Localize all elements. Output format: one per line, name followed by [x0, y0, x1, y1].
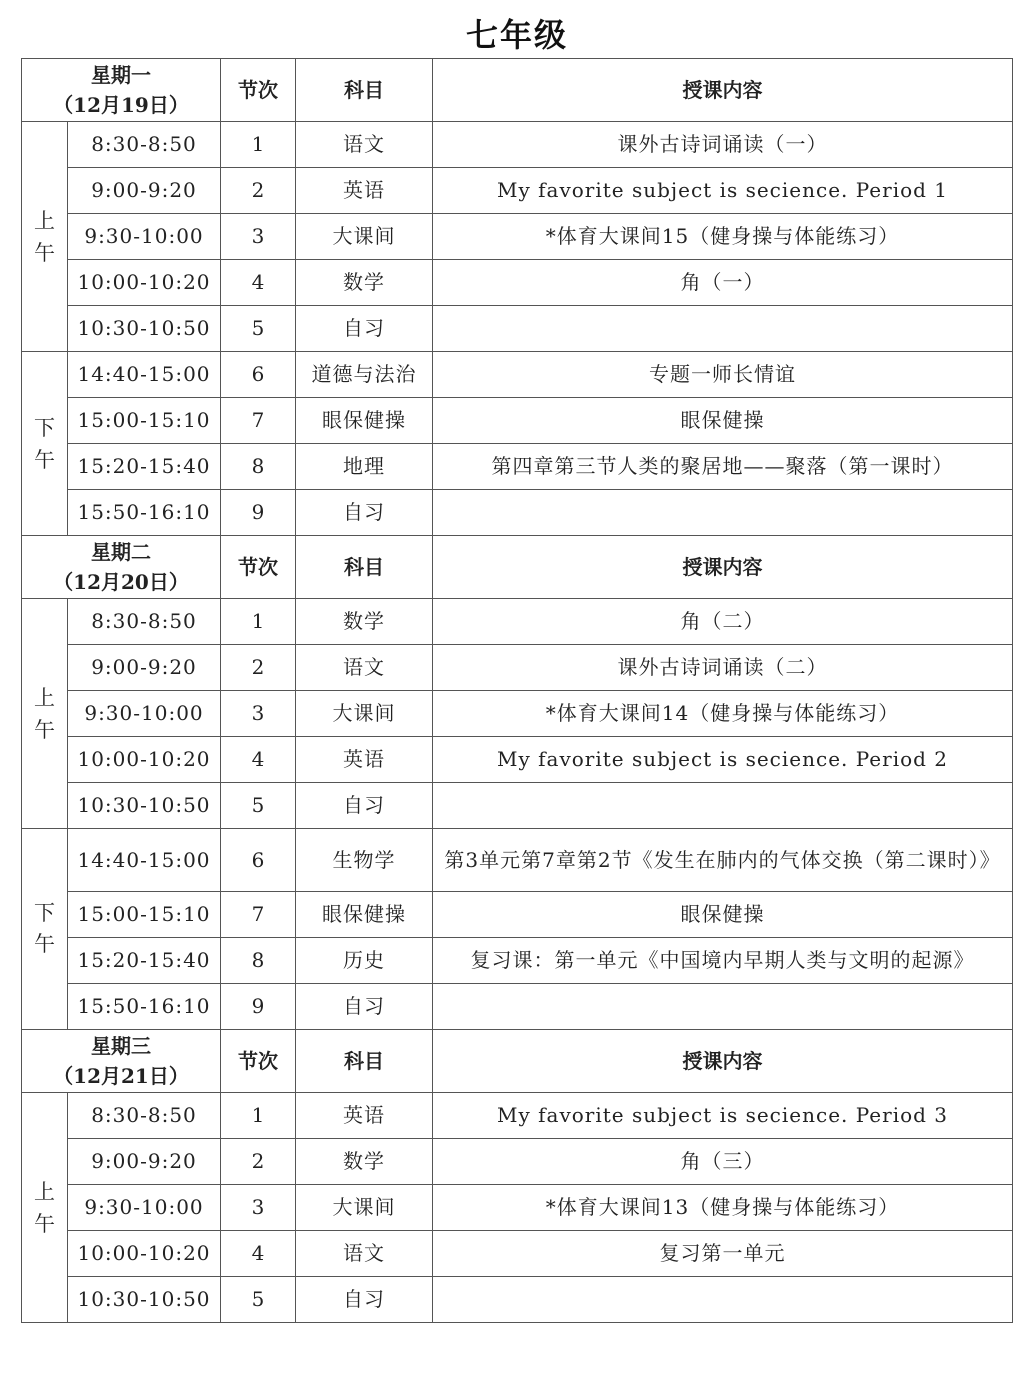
time-cell: 8:30-8:50 [68, 122, 221, 168]
subject-cell: 英语 [296, 168, 433, 214]
table-row [22, 1185, 1013, 1231]
table-row [22, 1231, 1013, 1277]
content-cell: 课外古诗词诵读（二） [433, 645, 1013, 691]
afternoon-label [22, 352, 68, 536]
content-cell: 第3单元第7章第2节《发生在肺内的气体交换（第二课时）》 [433, 829, 1013, 892]
half-char: 午 [34, 932, 55, 956]
morning-label [22, 122, 68, 352]
half-char: 上 [34, 1179, 55, 1204]
subject-cell: 自习 [296, 984, 433, 1030]
time-cell: 10:00-10:20 [68, 1231, 221, 1277]
time-cell: 10:30-10:50 [68, 306, 221, 352]
time-cell: 15:00-15:10 [68, 398, 221, 444]
subject-cell: 自习 [296, 306, 433, 352]
period-number: 4 [221, 260, 296, 306]
period-number: 3 [221, 214, 296, 260]
half-char: 午 [34, 447, 55, 472]
content-cell: 复习课：第一单元《中国境内早期人类与文明的起源》 [433, 938, 1013, 984]
time-cell: 8:30-8:50 [68, 1093, 221, 1139]
time-cell: 9:00-9:20 [68, 168, 221, 214]
subject-header: 科目 [296, 59, 433, 122]
time-cell: 10:00-10:20 [68, 737, 221, 783]
period-number: 5 [221, 1277, 296, 1323]
period-number: 1 [221, 1093, 296, 1139]
period-number: 2 [221, 645, 296, 691]
table-row [22, 645, 1013, 691]
content-cell [433, 1277, 1013, 1323]
content-header: 授课内容 [433, 536, 1013, 599]
time-cell: 14:40-15:00 [68, 352, 221, 398]
subject-cell: 自习 [296, 490, 433, 536]
period-number: 7 [221, 892, 296, 938]
time-cell: 15:50-16:10 [68, 984, 221, 1030]
table-row [22, 1277, 1013, 1323]
period-number: 6 [221, 352, 296, 398]
time-cell: 10:30-10:50 [68, 783, 221, 829]
schedule-body [22, 59, 1013, 1323]
period-number: 9 [221, 490, 296, 536]
content-cell: 专题一师长情谊 [433, 352, 1013, 398]
content-cell: 眼保健操 [433, 892, 1013, 938]
time-cell: 9:00-9:20 [68, 1139, 221, 1185]
half-char: 午 [34, 717, 55, 742]
content-cell: My favorite subject is secience. Period 2 [433, 737, 1013, 783]
day-date-cell [22, 59, 221, 122]
content-cell: *体育大课间13（健身操与体能练习） [433, 1185, 1013, 1231]
table-row [22, 214, 1013, 260]
content-header: 授课内容 [433, 59, 1013, 122]
subject-cell: 数学 [296, 599, 433, 645]
time-cell: 8:30-8:50 [68, 599, 221, 645]
subject-cell: 眼保健操 [296, 398, 433, 444]
content-cell: 课外古诗词诵读（一） [433, 122, 1013, 168]
content-cell: *体育大课间14（健身操与体能练习） [433, 691, 1013, 737]
subject-cell: 大课间 [296, 691, 433, 737]
period-number: 5 [221, 306, 296, 352]
time-cell: 15:50-16:10 [68, 490, 221, 536]
period-number: 8 [221, 938, 296, 984]
content-cell [433, 490, 1013, 536]
subject-cell: 语文 [296, 1231, 433, 1277]
subject-cell: 英语 [296, 737, 433, 783]
time-cell: 10:30-10:50 [68, 1277, 221, 1323]
morning-label [22, 1093, 68, 1323]
table-row [22, 260, 1013, 306]
table-row [22, 691, 1013, 737]
period-number: 3 [221, 1185, 296, 1231]
content-cell: 复习第一单元 [433, 1231, 1013, 1277]
half-char: 午 [34, 240, 55, 265]
subject-cell: 语文 [296, 122, 433, 168]
day-label: 星期一 [91, 63, 151, 87]
table-row [22, 829, 1013, 892]
content-cell: 角（一） [433, 260, 1013, 306]
table-row [22, 984, 1013, 1030]
day-header-row [22, 1030, 1013, 1093]
day-header-row [22, 59, 1013, 122]
period-header: 节次 [221, 1030, 296, 1093]
time-cell: 9:30-10:00 [68, 691, 221, 737]
page-title: 七年级 [465, 16, 568, 54]
subject-cell: 大课间 [296, 1185, 433, 1231]
table-row [22, 398, 1013, 444]
table-row [22, 352, 1013, 398]
morning-label [22, 599, 68, 829]
time-cell: 15:20-15:40 [68, 938, 221, 984]
schedule-table [21, 58, 1013, 1323]
period-number: 4 [221, 737, 296, 783]
period-number: 4 [221, 1231, 296, 1277]
day-label: 星期二 [91, 540, 151, 564]
table-row [22, 168, 1013, 214]
content-header: 授课内容 [433, 1030, 1013, 1093]
half-char: 下 [34, 901, 55, 925]
table-row [22, 1093, 1013, 1139]
period-header: 节次 [221, 536, 296, 599]
subject-cell: 自习 [296, 1277, 433, 1323]
subject-cell: 英语 [296, 1093, 433, 1139]
content-cell: 角（二） [433, 599, 1013, 645]
subject-cell: 语文 [296, 645, 433, 691]
period-number: 2 [221, 1139, 296, 1185]
table-row [22, 306, 1013, 352]
period-number: 6 [221, 829, 296, 892]
content-cell [433, 306, 1013, 352]
content-cell: 眼保健操 [433, 398, 1013, 444]
period-number: 9 [221, 984, 296, 1030]
table-row [22, 938, 1013, 984]
day-header-row [22, 536, 1013, 599]
time-cell: 15:00-15:10 [68, 892, 221, 938]
subject-cell: 历史 [296, 938, 433, 984]
date-label: （12月21日） [53, 1064, 189, 1088]
table-row [22, 1139, 1013, 1185]
subject-cell: 大课间 [296, 214, 433, 260]
subject-cell: 生物学 [296, 829, 433, 892]
period-number: 1 [221, 599, 296, 645]
table-row [22, 444, 1013, 490]
subject-cell: 数学 [296, 1139, 433, 1185]
subject-cell: 地理 [296, 444, 433, 490]
half-char: 下 [34, 415, 55, 440]
period-number: 8 [221, 444, 296, 490]
day-date-cell [22, 536, 221, 599]
time-cell: 14:40-15:00 [68, 829, 221, 892]
table-row [22, 599, 1013, 645]
period-number: 5 [221, 783, 296, 829]
half-char: 上 [34, 208, 55, 233]
subject-cell: 眼保健操 [296, 892, 433, 938]
day-date-cell [22, 1030, 221, 1093]
half-char: 午 [34, 1211, 55, 1236]
time-cell: 9:30-10:00 [68, 214, 221, 260]
half-char: 上 [34, 685, 55, 710]
subject-cell: 数学 [296, 260, 433, 306]
content-cell: My favorite subject is secience. Period 3 [433, 1093, 1013, 1139]
table-row [22, 783, 1013, 829]
afternoon-label [22, 829, 68, 1030]
time-cell: 10:00-10:20 [68, 260, 221, 306]
content-cell: 第四章第三节人类的聚居地——聚落（第一课时） [433, 444, 1013, 490]
content-cell [433, 984, 1013, 1030]
period-number: 3 [221, 691, 296, 737]
table-row [22, 490, 1013, 536]
content-cell: My favorite subject is secience. Period 1 [433, 168, 1013, 214]
content-cell [433, 783, 1013, 829]
time-cell: 9:30-10:00 [68, 1185, 221, 1231]
date-label: （12月20日） [53, 570, 189, 594]
table-row [22, 737, 1013, 783]
date-label: （12月19日） [53, 93, 189, 117]
time-cell: 9:00-9:20 [68, 645, 221, 691]
period-number: 1 [221, 122, 296, 168]
subject-header: 科目 [296, 1030, 433, 1093]
day-label: 星期三 [91, 1034, 151, 1058]
subject-cell: 自习 [296, 783, 433, 829]
content-cell: 角（三） [433, 1139, 1013, 1185]
table-row [22, 122, 1013, 168]
period-number: 7 [221, 398, 296, 444]
subject-header: 科目 [296, 536, 433, 599]
time-cell: 15:20-15:40 [68, 444, 221, 490]
period-number: 2 [221, 168, 296, 214]
period-header: 节次 [221, 59, 296, 122]
content-cell: *体育大课间15（健身操与体能练习） [433, 214, 1013, 260]
subject-cell: 道德与法治 [296, 352, 433, 398]
table-row [22, 892, 1013, 938]
